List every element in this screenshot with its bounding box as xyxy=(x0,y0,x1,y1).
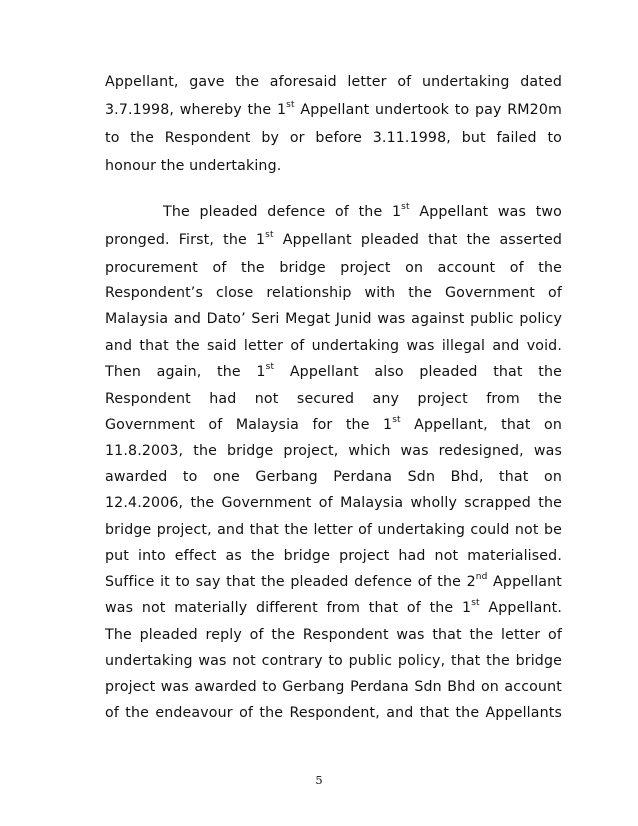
text-line: of the endeavour of the Respondent, and that the Appellants xyxy=(105,705,562,721)
text-line: Respondent’s close relationship with the Government of xyxy=(105,285,562,301)
text-line: 11.8.2003, the bridge project, which was redesigned, was xyxy=(105,443,562,459)
text-line: 12.4.2006, the Government of Malaysia wholly scrapped the xyxy=(105,495,562,511)
text-line: 3.7.1998, whereby the 1st Appellant undertook to pay RM20m xyxy=(105,100,563,118)
text-line: Appellant, gave the aforesaid letter of undertaking dated xyxy=(105,74,562,90)
text-line: project was awarded to Gerbang Perdana Sdn Bhd on account xyxy=(105,679,562,695)
text-line: Malaysia and Dato’ Seri Megat Junid was against public policy xyxy=(105,311,562,327)
page-number: 5 xyxy=(315,773,323,787)
text-line: Suffice it to say that the pleaded defence of the 2nd Appellant xyxy=(105,572,562,590)
text-line: awarded to one Gerbang Perdana Sdn Bhd, that on xyxy=(105,469,562,485)
text-line: The pleaded defence of the 1st Appellant was two xyxy=(163,202,562,220)
text-line: Then again, the 1st Appellant also pleaded that the xyxy=(105,362,563,380)
text-line: to the Respondent by or before 3.11.1998, but failed to xyxy=(105,130,562,146)
text-line: was not materially different from that of the 1st Appellant. xyxy=(105,598,563,616)
text-line: Respondent had not secured any project from the xyxy=(105,391,562,407)
text-line: undertaking was not contrary to public policy, that the bridge xyxy=(105,653,562,669)
text-line: honour the undertaking. xyxy=(105,158,282,174)
text-line: The pleaded reply of the Respondent was that the letter of xyxy=(105,627,562,643)
text-line: and that the said letter of undertaking was illegal and void. xyxy=(105,338,562,354)
text-line: pronged. First, the 1st Appellant pleaded that the asserted xyxy=(105,230,562,248)
text-line: procurement of the bridge project on account of the xyxy=(105,260,562,276)
text-line: bridge project, and that the letter of undertaking could not be xyxy=(105,522,562,538)
text-line: put into effect as the bridge project had not materialised. xyxy=(105,548,562,564)
text-line: Government of Malaysia for the 1st Appellant, that on xyxy=(105,415,562,433)
